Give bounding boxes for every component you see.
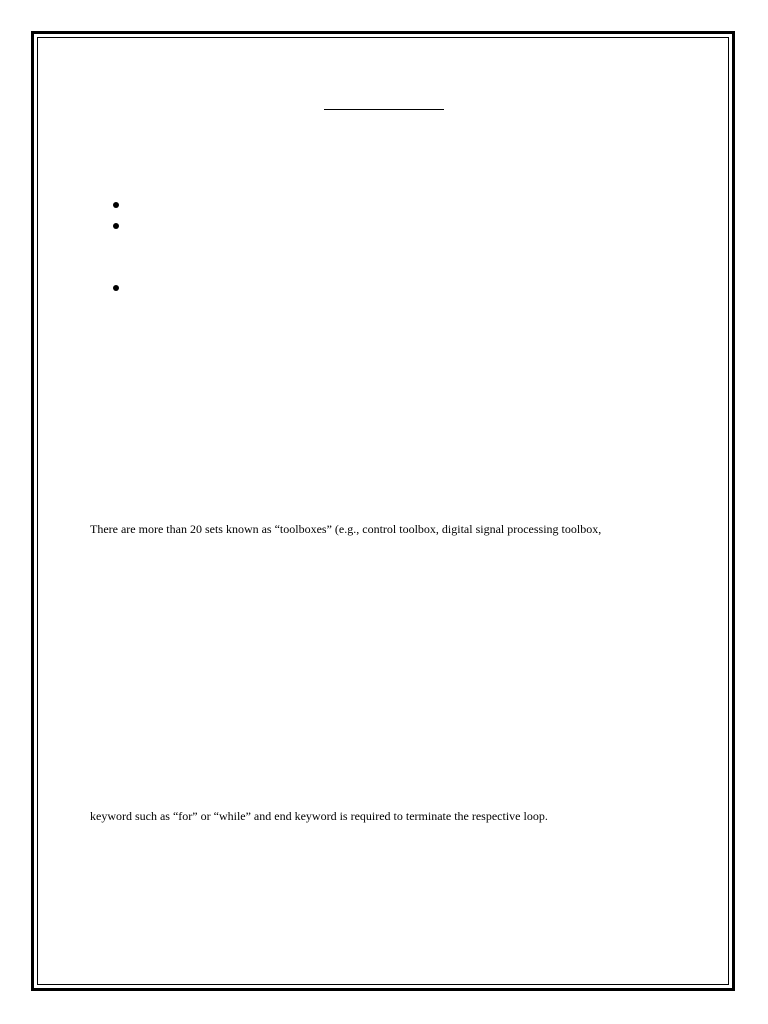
bullet-marker-3	[113, 285, 119, 291]
bullet-marker-2	[113, 223, 119, 229]
page-border-inner	[37, 37, 729, 985]
paragraph-line-toolboxes: There are more than 20 sets known as “toolboxes” (e.g., control toolbox, digital signal processing toolbox,	[90, 522, 602, 536]
paragraph-line-keyword: keyword such as “for” or “while” and end keyword is required to terminate the respective loop.	[90, 809, 548, 823]
bullet-marker-1	[113, 202, 119, 208]
title-underline	[324, 109, 444, 110]
